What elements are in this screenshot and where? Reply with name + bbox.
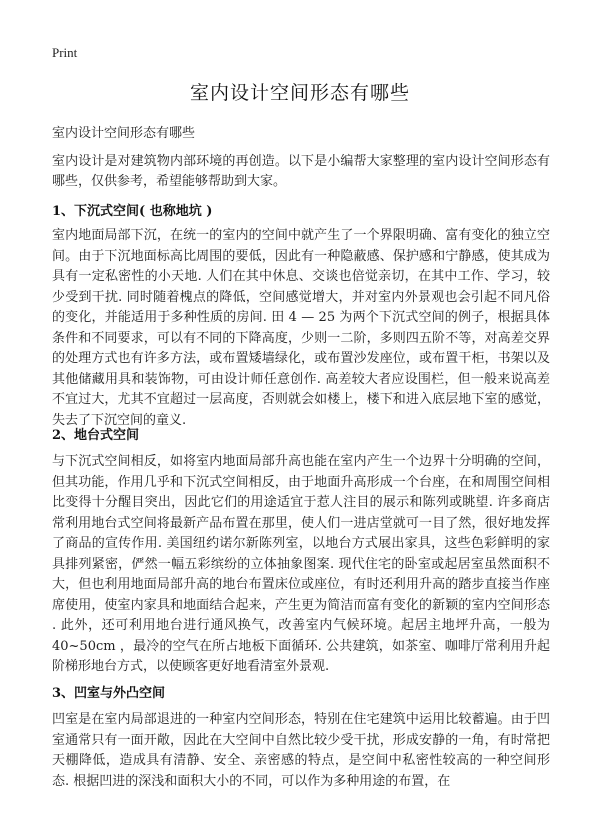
section-body-platform-space: 与下沉式空间相反，如将室内地面局部升高也能在室内产生一个边界十分明确的空间，但其功能，作用几乎和下沉式空间相反，由于地面升高形成一个台座，在和周围空间相比变得十分醒目突出，因此它们的用途适宜于惹人注目的展示和陈列或眺望. 许多商店常利用地台式空间将最新产品布置在那里，使人们一进店堂就可一目了然，很好地发挥了商品的宣传作用. 美国纽约诺尔新陈列室，以地台方式展出家具，这些色彩鲜明的家具排列紧密，俨然一幅五彩缤纷的立体抽象图案. 现代住宅的卧室或起居室虽然面积不大，但也利用地面局部升高的地台布置床位或座位，有时还利用升高的踏步直接当作座席使用，使室内家具和地面结合起来，产生更为简洁而富有变化的新颖的室内空间形态 . 此外，还可利用地台进行通风换气，改善室内气候环境。起居主地坪升高，一般为 40~50cm ，最冷的空气在所占地板下面循环. 公共建筑，如茶室、咖啡厅常利用升起阶梯形地台方式，以使顾客更好地看清室外景观. — [52, 454, 550, 674]
section-body-alcove-space: 凹室是在室内局部退进的一种室内空间形态，特别在住宅建筑中运用比较蓄遍。由于凹室通常只有一面开敞，因此在大空间中自然比较少受干扰，形成安静的一角，有时常把天棚降低，造成具有清静、安全、亲密感的特点，是空间中私密性较高的一种空间形态. 根据凹进的深浅和面积大小的不同，可以作为多种用途的布置，在 — [52, 712, 550, 789]
section-heading-platform-space: 2、地台式空间 — [52, 428, 140, 443]
section-heading-alcove-space: 3、凹室与外凸空间 — [52, 686, 166, 701]
document-subtitle: 室内设计空间形态有哪些 — [52, 126, 196, 141]
section-body-sunken-space: 室内地面局部下沉，在统一的室内的空间中就产生了一个界限明确、富有变化的独立空间。由于下沉地面标高比周围的要低，因此有一种隐蔽感、保护感和宁静感，使其成为具有一定私密性的小天地. 人们在其中休息、交谈也倍觉亲切，在其中工作、学习，较少受到干扰. 同时随着槐点的降低，空间感觉增大，并对室内外景观也会引起不同凡俗的变化，并能适用于多种性质的房间. 田 4 — 25 为两个下沉式空间的例子，根据具体条件和不同要求，可以有不同的下降高度，少则一二阶，多则四五阶不等，对高差交界的处理方式也有许多方法，或布置矮墙绿化，或布置沙发座位，或布置干柜，书架以及其他储藏用具和装饰物，可由设计师任意创作. 高差较大者应设围栏，但一般来说高差不宜过大，尤其不宜超过一层高度，否则就会如楼上，楼下和进入底层地下室的感觉，失去了下沉空间的童义. — [52, 228, 550, 428]
print-link[interactable]: Print — [52, 45, 78, 60]
intro-paragraph: 室内设计是对建筑物内部环境的再创造。以下是小编帮大家整理的室内设计空间形态有哪些，仅供参考，希望能够帮助到大家。 — [52, 154, 550, 189]
page-title: 室内设计空间形态有哪些 — [189, 82, 410, 104]
section-heading-sunken-space: 1、下沉式空间( 也称地坑 ) — [52, 204, 213, 219]
